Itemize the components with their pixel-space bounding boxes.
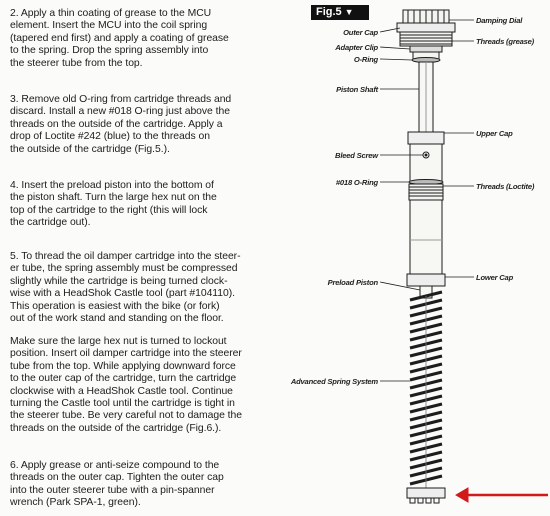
step-5-continued-paragraph: Make sure the large hex nut is turned to lockout position. Insert oil damper cartridge into the steerer tube from the top. While applying downward force to the outer cap of the cartridge, turn the cartridge clockwise with a HeadShok Castle tool. Continue turning the Castle tool until the cartridge is tight in the steerer tube. Be very careful not to damage the threads on the outside of the cartridge (Fig.6.).: [10, 336, 242, 434]
step-4-paragraph: 4. Insert the preload piston into the bottom of the piston shaft. Turn the large hex nut on the top of the cartridge to the right (this will lock the cartridge out).: [10, 180, 217, 229]
red-arrow-icon: [456, 488, 548, 502]
outer-cap-shape: [397, 23, 455, 32]
callout-lower-cap: Lower Cap: [476, 273, 514, 282]
callout-o-ring: O-Ring: [353, 55, 378, 64]
figure-label-text: Fig.5: [316, 6, 342, 18]
callout-preload-piston: Preload Piston: [327, 278, 378, 287]
callout-upper-cap: Upper Cap: [476, 129, 513, 138]
lower-cap-shape: [407, 274, 445, 286]
down-triangle-icon: ▼: [344, 7, 354, 17]
step-5-paragraph: 5. To thread the oil damper cartridge into the steer- er tube, the spring assembly must be compressed slightly while the cartridge is being turned clock- wise with a HeadShok Castle tool (part #104110). This operation is easiest with the bike (or fork) out of the work stand and standing on the floor.: [10, 251, 241, 325]
callout-threads-loctite: Threads (Loctite): [476, 182, 535, 191]
upper-cap-shape: [408, 132, 444, 144]
callout-advanced-spring-system: Advanced Spring System: [290, 377, 378, 386]
callout-damping-dial: Damping Dial: [476, 16, 523, 25]
step-2-paragraph: 2. Apply a thin coating of grease to the MCU element. Insert the MCU into the coil spring (tapered end first) and apply a coating of grease to the spring. Drop the spring assembly into the steerer tube from the top.: [10, 8, 229, 69]
callout-bleed-screw: Bleed Screw: [335, 151, 378, 160]
callout-018-o-ring: #018 O-Ring: [335, 178, 378, 187]
callout-outer-cap: Outer Cap: [343, 28, 378, 37]
adapter-clip-shape: [410, 46, 442, 52]
callout-threads-grease: Threads (grease): [476, 37, 534, 46]
callout-adapter-clip: Adapter Clip: [335, 43, 378, 52]
callout-piston-shaft: Piston Shaft: [336, 85, 378, 94]
cartridge-body-shape: [410, 144, 442, 274]
step-6-paragraph: 6. Apply grease or anti-seize compound to the threads on the outer cap. Tighten the outer cap into the outer steerer tube with a pin-spanner wrench (Park SPA-1, green).: [10, 460, 224, 509]
mcu-base-shape: [407, 488, 445, 498]
step-3-paragraph: 3. Remove old O-ring from cartridge threads and discard. Install a new #018 O-ring just above the threads on the outside of the cartridge. Apply a drop of Loctite #242 (blue) to the threads on the outside of the cartridge (Fig.5.).: [10, 94, 232, 155]
